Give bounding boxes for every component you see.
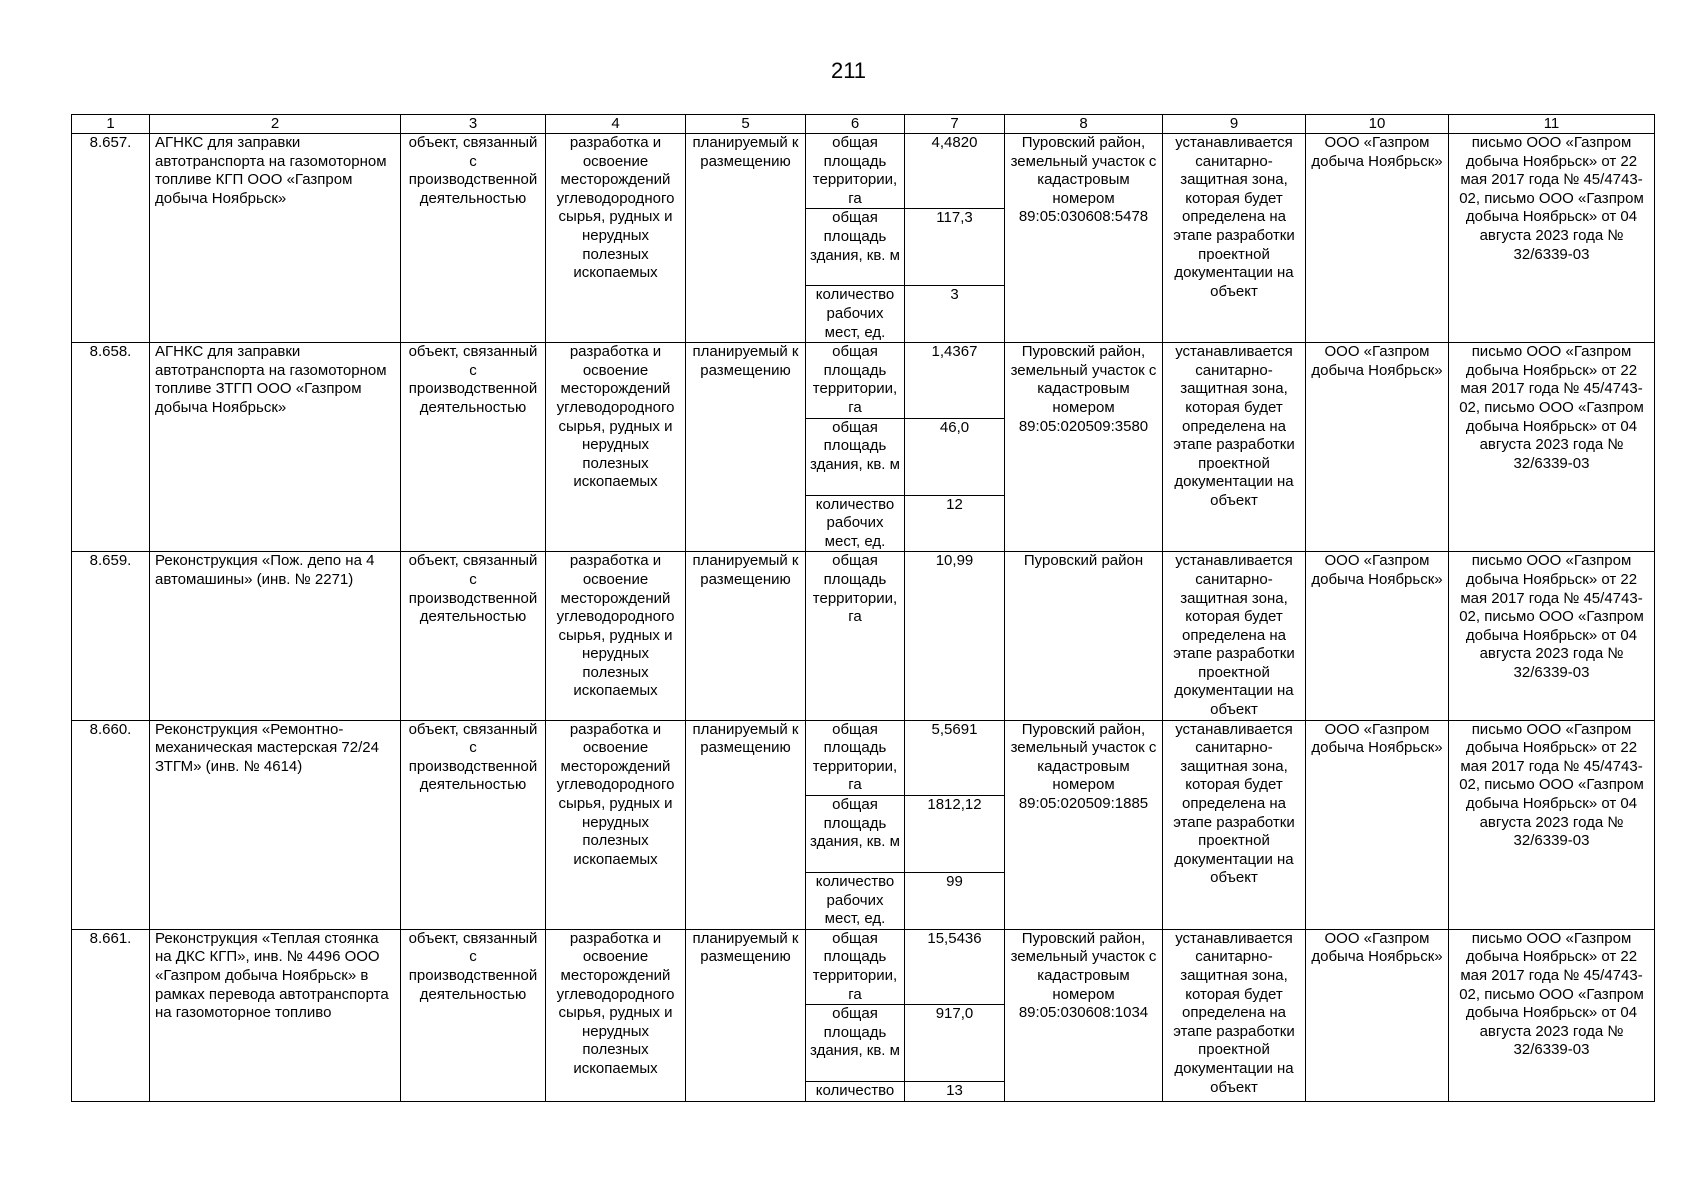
parameter-value: 917,0 (905, 1005, 1005, 1082)
object-status: планируемый к размещению (686, 552, 806, 720)
protection-zone: устанавливается санитарно-защитная зона, которая будет определена на этапе разработки проектной документации на объект (1163, 552, 1306, 720)
row-number: 8.661. (72, 929, 150, 1101)
column-number-header: 7 (905, 115, 1005, 134)
parameter-name: общая площадь здания, кв. м (806, 1005, 905, 1082)
table-header-row (72, 115, 1655, 134)
object-type: объект, связанный с производственной деятельностью (401, 929, 546, 1101)
protection-zone: устанавливается санитарно-защитная зона, которая будет определена на этапе разработки проектной документации на объект (1163, 343, 1306, 552)
object-owner: ООО «Газпром добыча Ноябрьск» (1306, 552, 1449, 720)
column-number-header: 9 (1163, 115, 1306, 134)
column-number-header: 4 (546, 115, 686, 134)
column-number-header: 1 (72, 115, 150, 134)
parameter-value: 117,3 (905, 209, 1005, 286)
object-owner: ООО «Газпром добыча Ноябрьск» (1306, 134, 1449, 343)
parameter-value: 99 (905, 873, 1005, 930)
source-document: письмо ООО «Газпром добыча Ноябрьск» от 22 мая 2017 года № 45/4743-02, письмо ООО «Газпром добыча Ноябрьск» от 04 августа 2023 года № 32/6339-03 (1449, 720, 1655, 929)
parameter-value: 3 (905, 286, 1005, 343)
table-row (72, 343, 1655, 418)
object-status: планируемый к размещению (686, 929, 806, 1101)
parameter-name: количество рабочих мест, ед. (806, 495, 905, 552)
column-number-header: 11 (1449, 115, 1655, 134)
object-type: объект, связанный с производственной деятельностью (401, 552, 546, 720)
column-number-header: 8 (1005, 115, 1163, 134)
parameter-value: 1812,12 (905, 796, 1005, 873)
parameter-value: 5,5691 (905, 720, 1005, 795)
parameter-value: 10,99 (905, 552, 1005, 720)
parameter-name: общая площадь территории, га (806, 552, 905, 720)
object-name: Реконструкция «Теплая стоянка на ДКС КГП», инв. № 4496 ООО «Газпром добыча Ноябрьск» в рамках перевода автотранспорта на газомоторное топливо (150, 929, 401, 1101)
parameter-value: 12 (905, 495, 1005, 552)
protection-zone: устанавливается санитарно-защитная зона, которая будет определена на этапе разработки проектной документации на объект (1163, 134, 1306, 343)
parameter-name: общая площадь территории, га (806, 929, 905, 1004)
column-number-header: 3 (401, 115, 546, 134)
parameter-name: количество (806, 1082, 905, 1102)
object-owner: ООО «Газпром добыча Ноябрьск» (1306, 929, 1449, 1101)
object-location: Пуровский район (1005, 552, 1163, 720)
row-number: 8.657. (72, 134, 150, 343)
parameter-name: общая площадь здания, кв. м (806, 796, 905, 873)
column-number-header: 10 (1306, 115, 1449, 134)
table-row (72, 134, 1655, 209)
page-number: 211 (830, 58, 867, 83)
object-location: Пуровский район, земельный участок с кадастровым номером 89:05:030608:5478 (1005, 134, 1163, 343)
row-number: 8.658. (72, 343, 150, 552)
source-document: письмо ООО «Газпром добыча Ноябрьск» от 22 мая 2017 года № 45/4743-02, письмо ООО «Газпром добыча Ноябрьск» от 04 августа 2023 года № 32/6339-03 (1449, 343, 1655, 552)
row-number: 8.660. (72, 720, 150, 929)
parameter-value: 46,0 (905, 418, 1005, 495)
parameter-name: общая площадь территории, га (806, 134, 905, 209)
object-purpose: разработка и освоение месторождений углеводородного сырья, рудных и нерудных полезных ископаемых (546, 929, 686, 1101)
object-purpose: разработка и освоение месторождений углеводородного сырья, рудных и нерудных полезных ископаемых (546, 134, 686, 343)
row-number: 8.659. (72, 552, 150, 720)
column-number-header: 2 (150, 115, 401, 134)
table-row (72, 929, 1655, 1004)
object-purpose: разработка и освоение месторождений углеводородного сырья, рудных и нерудных полезных ископаемых (546, 552, 686, 720)
parameter-name: количество рабочих мест, ед. (806, 286, 905, 343)
parameter-value: 1,4367 (905, 343, 1005, 418)
object-name: Реконструкция «Пож. депо на 4 автомашины» (инв. № 2271) (150, 552, 401, 720)
parameter-name: общая площадь здания, кв. м (806, 418, 905, 495)
source-document: письмо ООО «Газпром добыча Ноябрьск» от 22 мая 2017 года № 45/4743-02, письмо ООО «Газпром добыча Ноябрьск» от 04 августа 2023 года № 32/6339-03 (1449, 134, 1655, 343)
objects-table (71, 114, 1655, 1102)
object-status: планируемый к размещению (686, 134, 806, 343)
source-document: письмо ООО «Газпром добыча Ноябрьск» от 22 мая 2017 года № 45/4743-02, письмо ООО «Газпром добыча Ноябрьск» от 04 августа 2023 года № 32/6339-03 (1449, 929, 1655, 1101)
parameter-name: общая площадь территории, га (806, 343, 905, 418)
parameter-value: 15,5436 (905, 929, 1005, 1004)
object-purpose: разработка и освоение месторождений углеводородного сырья, рудных и нерудных полезных ископаемых (546, 343, 686, 552)
object-name: Реконструкция «Ремонтно-механическая мастерская 72/24 ЗТГМ» (инв. № 4614) (150, 720, 401, 929)
object-owner: ООО «Газпром добыча Ноябрьск» (1306, 720, 1449, 929)
object-status: планируемый к размещению (686, 720, 806, 929)
object-status: планируемый к размещению (686, 343, 806, 552)
object-name: АГНКС для заправки автотранспорта на газомоторном топливе КГП ООО «Газпром добыча Ноябрьск» (150, 134, 401, 343)
parameter-value: 13 (905, 1082, 1005, 1102)
object-type: объект, связанный с производственной деятельностью (401, 343, 546, 552)
source-document: письмо ООО «Газпром добыча Ноябрьск» от 22 мая 2017 года № 45/4743-02, письмо ООО «Газпром добыча Ноябрьск» от 04 августа 2023 года № 32/6339-03 (1449, 552, 1655, 720)
object-location: Пуровский район, земельный участок с кадастровым номером 89:05:020509:3580 (1005, 343, 1163, 552)
object-owner: ООО «Газпром добыча Ноябрьск» (1306, 343, 1449, 552)
table-row (72, 552, 1655, 720)
object-name: АГНКС для заправки автотранспорта на газомоторном топливе ЗТГП ООО «Газпром добыча Ноябрьск» (150, 343, 401, 552)
parameter-name: общая площадь территории, га (806, 720, 905, 795)
protection-zone: устанавливается санитарно-защитная зона, которая будет определена на этапе разработки проектной документации на объект (1163, 720, 1306, 929)
object-type: объект, связанный с производственной деятельностью (401, 134, 546, 343)
parameter-value: 4,4820 (905, 134, 1005, 209)
table-row (72, 720, 1655, 795)
parameter-name: общая площадь здания, кв. м (806, 209, 905, 286)
parameter-name: количество рабочих мест, ед. (806, 873, 905, 930)
column-number-header: 5 (686, 115, 806, 134)
object-location: Пуровский район, земельный участок с кадастровым номером 89:05:030608:1034 (1005, 929, 1163, 1101)
object-type: объект, связанный с производственной деятельностью (401, 720, 546, 929)
object-location: Пуровский район, земельный участок с кадастровым номером 89:05:020509:1885 (1005, 720, 1163, 929)
column-number-header: 6 (806, 115, 905, 134)
protection-zone: устанавливается санитарно-защитная зона, которая будет определена на этапе разработки проектной документации на объект (1163, 929, 1306, 1101)
object-purpose: разработка и освоение месторождений углеводородного сырья, рудных и нерудных полезных ископаемых (546, 720, 686, 929)
